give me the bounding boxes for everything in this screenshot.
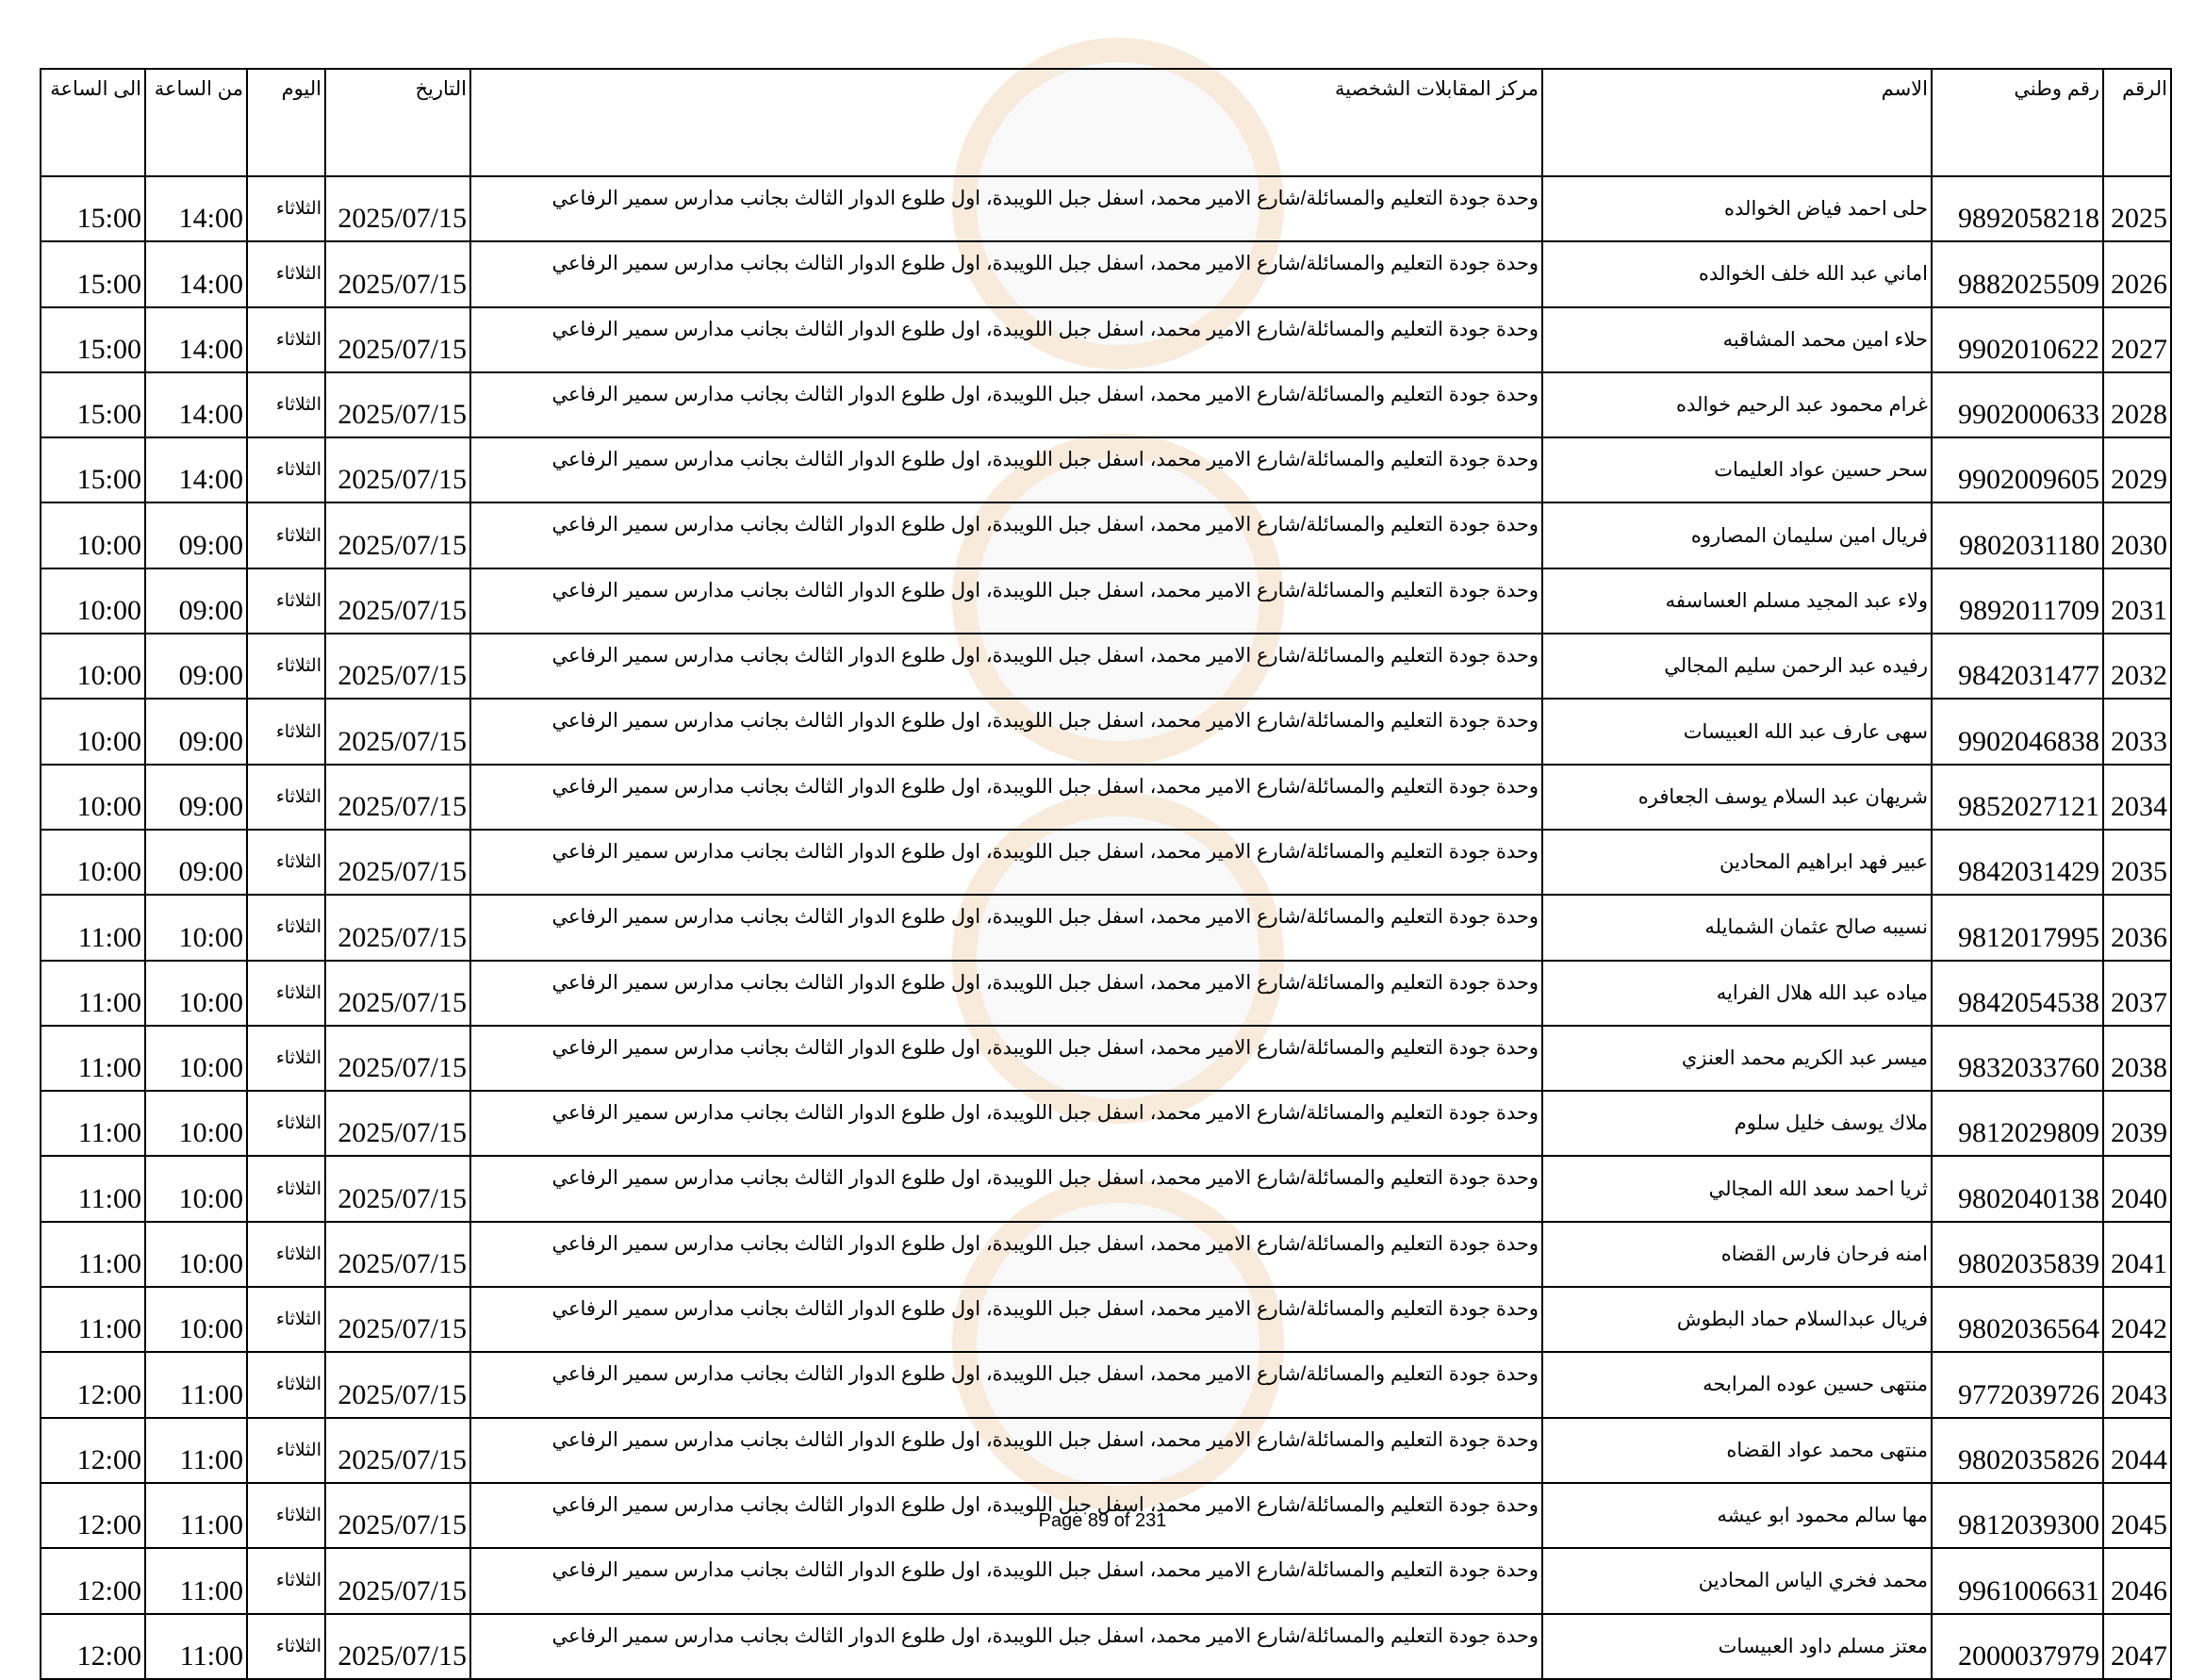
cell-to: 10:00: [41, 699, 145, 764]
cell-day: الثلاثاء: [247, 241, 325, 306]
cell-national-id: 9802035826: [1932, 1418, 2103, 1483]
cell-name: غرام محمود عبد الرحيم خوالده: [1542, 372, 1932, 437]
cell-index: 2043: [2103, 1352, 2171, 1417]
cell-to: 11:00: [41, 1156, 145, 1221]
cell-index: 2033: [2103, 699, 2171, 764]
table-row: [41, 634, 2171, 699]
cell-date: 2025/07/15: [325, 176, 470, 241]
cell-national-id: 9812029809: [1932, 1091, 2103, 1156]
cell-day: الثلاثاء: [247, 1156, 325, 1221]
cell-name: محمد فخري الياس المحادين: [1542, 1548, 1932, 1613]
cell-name: سحر حسين عواد العليمات: [1542, 437, 1932, 502]
cell-center: وحدة جودة التعليم والمسائلة/شارع الامير محمد، اسفل جبل اللويبدة، اول طلوع الدوار الثالث بجانب مدارس سمير الرفاعي: [470, 1287, 1542, 1352]
cell-name: ملاك يوسف خليل سلوم: [1542, 1091, 1932, 1156]
cell-from: 09:00: [145, 568, 247, 634]
table-header-row: [41, 69, 2171, 176]
cell-name: حلى احمد فياض الخوالده: [1542, 176, 1932, 241]
cell-index: 2032: [2103, 634, 2171, 699]
cell-national-id: 9852027121: [1932, 765, 2103, 830]
cell-day: الثلاثاء: [247, 765, 325, 830]
cell-date: 2025/07/15: [325, 372, 470, 437]
cell-date: 2025/07/15: [325, 307, 470, 372]
cell-center: وحدة جودة التعليم والمسائلة/شارع الامير محمد، اسفل جبل اللويبدة، اول طلوع الدوار الثالث بجانب مدارس سمير الرفاعي: [470, 502, 1542, 568]
table-row: [41, 568, 2171, 634]
cell-date: 2025/07/15: [325, 1352, 470, 1417]
cell-index: 2047: [2103, 1614, 2171, 1679]
table-row: [41, 1418, 2171, 1483]
header-to: الى الساعة: [41, 69, 145, 176]
cell-center: وحدة جودة التعليم والمسائلة/شارع الامير محمد، اسفل جبل اللويبدة، اول طلوع الدوار الثالث بجانب مدارس سمير الرفاعي: [470, 699, 1542, 764]
cell-name: مياده عبد الله هلال الفرايه: [1542, 961, 1932, 1026]
cell-date: 2025/07/15: [325, 502, 470, 568]
cell-index: 2036: [2103, 895, 2171, 960]
cell-center: وحدة جودة التعليم والمسائلة/شارع الامير محمد، اسفل جبل اللويبدة، اول طلوع الدوار الثالث بجانب مدارس سمير الرفاعي: [470, 1548, 1542, 1613]
cell-date: 2025/07/15: [325, 634, 470, 699]
table-row: [41, 1222, 2171, 1287]
cell-name: منتهى حسين عوده المرابحه: [1542, 1352, 1932, 1417]
cell-center: وحدة جودة التعليم والمسائلة/شارع الامير محمد، اسفل جبل اللويبدة، اول طلوع الدوار الثالث بجانب مدارس سمير الرفاعي: [470, 1352, 1542, 1417]
cell-index: 2028: [2103, 372, 2171, 437]
cell-from: 14:00: [145, 372, 247, 437]
cell-center: وحدة جودة التعليم والمسائلة/شارع الامير محمد، اسفل جبل اللويبدة، اول طلوع الدوار الثالث بجانب مدارس سمير الرفاعي: [470, 895, 1542, 960]
cell-index: 2035: [2103, 830, 2171, 895]
cell-name: ولاء عبد المجيد مسلم العساسفه: [1542, 568, 1932, 634]
cell-name: فريال امين سليمان المصاروه: [1542, 502, 1932, 568]
cell-national-id: 9772039726: [1932, 1352, 2103, 1417]
cell-index: 2027: [2103, 307, 2171, 372]
cell-center: وحدة جودة التعليم والمسائلة/شارع الامير محمد، اسفل جبل اللويبدة، اول طلوع الدوار الثالث بجانب مدارس سمير الرفاعي: [470, 1614, 1542, 1679]
cell-national-id: 9842031429: [1932, 830, 2103, 895]
cell-name: عبير فهد ابراهيم المحادين: [1542, 830, 1932, 895]
cell-date: 2025/07/15: [325, 1614, 470, 1679]
cell-center: وحدة جودة التعليم والمسائلة/شارع الامير محمد، اسفل جبل اللويبدة، اول طلوع الدوار الثالث بجانب مدارس سمير الرفاعي: [470, 634, 1542, 699]
cell-center: وحدة جودة التعليم والمسائلة/شارع الامير محمد، اسفل جبل اللويبدة، اول طلوع الدوار الثالث بجانب مدارس سمير الرفاعي: [470, 1483, 1542, 1548]
cell-national-id: 9802031180: [1932, 502, 2103, 568]
cell-date: 2025/07/15: [325, 1156, 470, 1221]
cell-national-id: 9882025509: [1932, 241, 2103, 306]
cell-to: 10:00: [41, 502, 145, 568]
table-row: [41, 1156, 2171, 1221]
cell-national-id: 9902010622: [1932, 307, 2103, 372]
cell-center: وحدة جودة التعليم والمسائلة/شارع الامير محمد، اسفل جبل اللويبدة، اول طلوع الدوار الثالث بجانب مدارس سمير الرفاعي: [470, 1091, 1542, 1156]
cell-index: 2040: [2103, 1156, 2171, 1221]
cell-name: معتز مسلم داود العبيسات: [1542, 1614, 1932, 1679]
cell-from: 14:00: [145, 241, 247, 306]
cell-date: 2025/07/15: [325, 1548, 470, 1613]
cell-index: 2042: [2103, 1287, 2171, 1352]
table-row: [41, 241, 2171, 306]
cell-day: الثلاثاء: [247, 502, 325, 568]
cell-name: رفيده عبد الرحمن سليم المجالي: [1542, 634, 1932, 699]
cell-to: 11:00: [41, 1026, 145, 1091]
cell-national-id: 9802040138: [1932, 1156, 2103, 1221]
cell-to: 10:00: [41, 568, 145, 634]
cell-index: 2045: [2103, 1483, 2171, 1548]
header-center: مركز المقابلات الشخصية: [470, 69, 1542, 176]
header-index: الرقم: [2103, 69, 2171, 176]
cell-date: 2025/07/15: [325, 1483, 470, 1548]
cell-day: الثلاثاء: [247, 1483, 325, 1548]
cell-from: 11:00: [145, 1548, 247, 1613]
cell-to: 11:00: [41, 895, 145, 960]
cell-to: 11:00: [41, 961, 145, 1026]
cell-day: الثلاثاء: [247, 568, 325, 634]
cell-center: وحدة جودة التعليم والمسائلة/شارع الامير محمد، اسفل جبل اللويبدة، اول طلوع الدوار الثالث بجانب مدارس سمير الرفاعي: [470, 961, 1542, 1026]
page-number: Page 89 of 231: [1038, 1510, 1167, 1531]
cell-index: 2026: [2103, 241, 2171, 306]
cell-to: 11:00: [41, 1222, 145, 1287]
cell-national-id: 9832033760: [1932, 1026, 2103, 1091]
cell-center: وحدة جودة التعليم والمسائلة/شارع الامير محمد، اسفل جبل اللويبدة، اول طلوع الدوار الثالث بجانب مدارس سمير الرفاعي: [470, 568, 1542, 634]
table-body: [41, 176, 2171, 1679]
cell-day: الثلاثاء: [247, 372, 325, 437]
cell-national-id: 9842054538: [1932, 961, 2103, 1026]
cell-national-id: 9961006631: [1932, 1548, 2103, 1613]
cell-date: 2025/07/15: [325, 1287, 470, 1352]
cell-day: الثلاثاء: [247, 895, 325, 960]
cell-index: 2046: [2103, 1548, 2171, 1613]
cell-day: الثلاثاء: [247, 1287, 325, 1352]
table-row: [41, 437, 2171, 502]
cell-name: مها سالم محمود ابو عيشه: [1542, 1483, 1932, 1548]
table-row: [41, 372, 2171, 437]
cell-date: 2025/07/15: [325, 1222, 470, 1287]
cell-to: 10:00: [41, 634, 145, 699]
cell-day: الثلاثاء: [247, 1026, 325, 1091]
cell-index: 2034: [2103, 765, 2171, 830]
cell-name: ثريا احمد سعد الله المجالي: [1542, 1156, 1932, 1221]
cell-center: وحدة جودة التعليم والمسائلة/شارع الامير محمد، اسفل جبل اللويبدة، اول طلوع الدوار الثالث بجانب مدارس سمير الرفاعي: [470, 372, 1542, 437]
cell-to: 12:00: [41, 1418, 145, 1483]
cell-from: 09:00: [145, 765, 247, 830]
table-row: [41, 1287, 2171, 1352]
cell-day: الثلاثاء: [247, 1352, 325, 1417]
cell-date: 2025/07/15: [325, 1026, 470, 1091]
table-row: [41, 895, 2171, 960]
header-day: اليوم: [247, 69, 325, 176]
cell-from: 10:00: [145, 1026, 247, 1091]
header-national-id: رقم وطني: [1932, 69, 2103, 176]
cell-national-id: 9902000633: [1932, 372, 2103, 437]
cell-from: 14:00: [145, 307, 247, 372]
cell-national-id: 9812017995: [1932, 895, 2103, 960]
cell-name: شريهان عبد السلام يوسف الجعافره: [1542, 765, 1932, 830]
cell-center: وحدة جودة التعليم والمسائلة/شارع الامير محمد، اسفل جبل اللويبدة، اول طلوع الدوار الثالث بجانب مدارس سمير الرفاعي: [470, 765, 1542, 830]
table-row: [41, 765, 2171, 830]
interview-schedule-table: [40, 68, 2172, 1680]
cell-national-id: 9892011709: [1932, 568, 2103, 634]
cell-day: الثلاثاء: [247, 1614, 325, 1679]
cell-from: 11:00: [145, 1614, 247, 1679]
cell-index: 2039: [2103, 1091, 2171, 1156]
cell-from: 09:00: [145, 830, 247, 895]
cell-date: 2025/07/15: [325, 1418, 470, 1483]
table-row: [41, 1548, 2171, 1613]
cell-name: حلاء امين محمد المشاقبه: [1542, 307, 1932, 372]
cell-to: 15:00: [41, 241, 145, 306]
cell-date: 2025/07/15: [325, 961, 470, 1026]
cell-day: الثلاثاء: [247, 634, 325, 699]
cell-name: سهى عارف عبد الله العبيسات: [1542, 699, 1932, 764]
cell-index: 2025: [2103, 176, 2171, 241]
cell-national-id: 9812039300: [1932, 1483, 2103, 1548]
table-row: [41, 1026, 2171, 1091]
cell-day: الثلاثاء: [247, 961, 325, 1026]
cell-center: وحدة جودة التعليم والمسائلة/شارع الامير محمد، اسفل جبل اللويبدة، اول طلوع الدوار الثالث بجانب مدارس سمير الرفاعي: [470, 437, 1542, 502]
cell-national-id: 9842031477: [1932, 634, 2103, 699]
cell-center: وحدة جودة التعليم والمسائلة/شارع الامير محمد، اسفل جبل اللويبدة، اول طلوع الدوار الثالث بجانب مدارس سمير الرفاعي: [470, 1222, 1542, 1287]
table-row: [41, 961, 2171, 1026]
cell-to: 11:00: [41, 1287, 145, 1352]
cell-day: الثلاثاء: [247, 1091, 325, 1156]
cell-date: 2025/07/15: [325, 830, 470, 895]
cell-to: 12:00: [41, 1614, 145, 1679]
table-row: [41, 830, 2171, 895]
cell-from: 14:00: [145, 176, 247, 241]
cell-index: 2031: [2103, 568, 2171, 634]
cell-day: الثلاثاء: [247, 699, 325, 764]
cell-day: الثلاثاء: [247, 1548, 325, 1613]
cell-day: الثلاثاء: [247, 1222, 325, 1287]
cell-date: 2025/07/15: [325, 895, 470, 960]
cell-from: 10:00: [145, 1222, 247, 1287]
cell-name: امنه فرحان فارس القضاه: [1542, 1222, 1932, 1287]
cell-center: وحدة جودة التعليم والمسائلة/شارع الامير محمد، اسفل جبل اللويبدة، اول طلوع الدوار الثالث بجانب مدارس سمير الرفاعي: [470, 1156, 1542, 1221]
cell-center: وحدة جودة التعليم والمسائلة/شارع الامير محمد، اسفل جبل اللويبدة، اول طلوع الدوار الثالث بجانب مدارس سمير الرفاعي: [470, 307, 1542, 372]
cell-to: 10:00: [41, 830, 145, 895]
cell-national-id: 9802036564: [1932, 1287, 2103, 1352]
cell-national-id: 9802035839: [1932, 1222, 2103, 1287]
cell-date: 2025/07/15: [325, 699, 470, 764]
cell-from: 09:00: [145, 699, 247, 764]
cell-index: 2029: [2103, 437, 2171, 502]
cell-date: 2025/07/15: [325, 1091, 470, 1156]
cell-to: 15:00: [41, 307, 145, 372]
cell-from: 11:00: [145, 1418, 247, 1483]
cell-day: الثلاثاء: [247, 1418, 325, 1483]
table-row: [41, 1352, 2171, 1417]
cell-index: 2038: [2103, 1026, 2171, 1091]
cell-from: 10:00: [145, 895, 247, 960]
cell-index: 2030: [2103, 502, 2171, 568]
cell-to: 11:00: [41, 1091, 145, 1156]
cell-national-id: 9902046838: [1932, 699, 2103, 764]
cell-to: 15:00: [41, 437, 145, 502]
table-row: [41, 307, 2171, 372]
cell-national-id: 9892058218: [1932, 176, 2103, 241]
cell-day: الثلاثاء: [247, 437, 325, 502]
cell-from: 10:00: [145, 1287, 247, 1352]
cell-index: 2041: [2103, 1222, 2171, 1287]
cell-from: 09:00: [145, 634, 247, 699]
table-row: [41, 502, 2171, 568]
cell-center: وحدة جودة التعليم والمسائلة/شارع الامير محمد، اسفل جبل اللويبدة، اول طلوع الدوار الثالث بجانب مدارس سمير الرفاعي: [470, 830, 1542, 895]
cell-to: 10:00: [41, 765, 145, 830]
table-row: [41, 1091, 2171, 1156]
cell-date: 2025/07/15: [325, 437, 470, 502]
cell-name: فريال عبدالسلام حماد البطوش: [1542, 1287, 1932, 1352]
cell-name: ميسر عبد الكريم محمد العنزي: [1542, 1026, 1932, 1091]
table-row: [41, 699, 2171, 764]
cell-index: 2044: [2103, 1418, 2171, 1483]
header-name: الاسم: [1542, 69, 1932, 176]
cell-from: 14:00: [145, 437, 247, 502]
cell-date: 2025/07/15: [325, 765, 470, 830]
header-date: التاريخ: [325, 69, 470, 176]
cell-date: 2025/07/15: [325, 241, 470, 306]
cell-to: 15:00: [41, 176, 145, 241]
cell-national-id: 9902009605: [1932, 437, 2103, 502]
cell-name: اماني عبد الله خلف الخوالده: [1542, 241, 1932, 306]
cell-from: 10:00: [145, 1156, 247, 1221]
cell-to: 12:00: [41, 1483, 145, 1548]
header-from: من الساعة: [145, 69, 247, 176]
cell-to: 12:00: [41, 1352, 145, 1417]
cell-from: 11:00: [145, 1352, 247, 1417]
cell-from: 09:00: [145, 502, 247, 568]
cell-day: الثلاثاء: [247, 307, 325, 372]
cell-index: 2037: [2103, 961, 2171, 1026]
cell-from: 11:00: [145, 1483, 247, 1548]
cell-from: 10:00: [145, 961, 247, 1026]
cell-center: وحدة جودة التعليم والمسائلة/شارع الامير محمد، اسفل جبل اللويبدة، اول طلوع الدوار الثالث بجانب مدارس سمير الرفاعي: [470, 1418, 1542, 1483]
cell-center: وحدة جودة التعليم والمسائلة/شارع الامير محمد، اسفل جبل اللويبدة، اول طلوع الدوار الثالث بجانب مدارس سمير الرفاعي: [470, 241, 1542, 306]
cell-to: 12:00: [41, 1548, 145, 1613]
table-row: [41, 1614, 2171, 1679]
cell-national-id: 2000037979: [1932, 1614, 2103, 1679]
table-row: [41, 176, 2171, 241]
cell-date: 2025/07/15: [325, 568, 470, 634]
cell-name: نسيبه صالح عثمان الشمايله: [1542, 895, 1932, 960]
cell-center: وحدة جودة التعليم والمسائلة/شارع الامير محمد، اسفل جبل اللويبدة، اول طلوع الدوار الثالث بجانب مدارس سمير الرفاعي: [470, 1026, 1542, 1091]
cell-to: 15:00: [41, 372, 145, 437]
cell-name: منتهى محمد عواد القضاه: [1542, 1418, 1932, 1483]
cell-day: الثلاثاء: [247, 176, 325, 241]
cell-day: الثلاثاء: [247, 830, 325, 895]
cell-center: وحدة جودة التعليم والمسائلة/شارع الامير محمد، اسفل جبل اللويبدة، اول طلوع الدوار الثالث بجانب مدارس سمير الرفاعي: [470, 176, 1542, 241]
cell-from: 10:00: [145, 1091, 247, 1156]
